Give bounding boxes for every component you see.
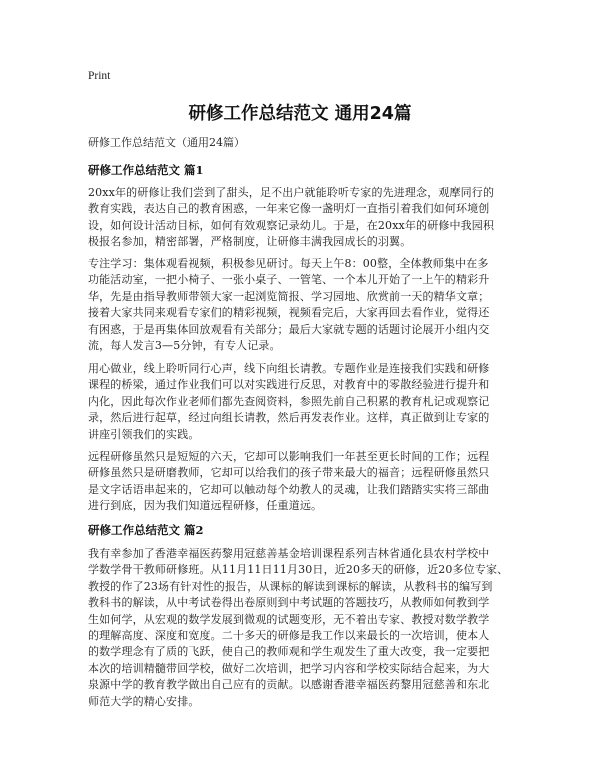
paragraph-line: 极报名参加，精密部署，严格制度，让研修丰满我园成长的羽翼。 bbox=[88, 235, 412, 249]
paragraph-line: 教育实践，表达自己的教育困惑，一年来它像一盏明灯一直指引着我们如何环境创 bbox=[88, 202, 490, 216]
paragraph-line: 教科书的解读，从中考试卷得出卷原则到中考试题的答题技巧，从教师如何教到学 bbox=[88, 596, 490, 610]
paragraph-line: 功能活动室，一把小椅子、一张小桌子、一管笔、一个本儿开始了一上午的精彩升 bbox=[88, 273, 490, 287]
paragraph-line: 课程的桥梁，通过作业我们可以对实践进行反思，对教育中的零散经验进行提升和 bbox=[88, 378, 490, 392]
paragraph-line: 师范大学的精心安排。 bbox=[88, 694, 200, 708]
paragraph-line: 讲座引领我们的实践。 bbox=[88, 427, 200, 441]
page-title: 研修工作总结范文 通用24篇 bbox=[188, 104, 412, 124]
paragraph-line: 设，如何设计活动目标，如何有效观察记录幼儿。于是，在20xx年的研修中我园积 bbox=[88, 218, 495, 232]
paragraph-line: 研修虽然只是研磨教师，它却可以给我们的孩子带来最大的福音；远程研修虽然只 bbox=[88, 466, 490, 480]
paragraph-line: 远程研修虽然只是短短的六天，它却可以影响我们一年甚至更长时间的工作；远程 bbox=[88, 450, 490, 463]
paragraph-line: 接着大家共同来观看专家们的精彩视频，视频看完后，大家再回去看作业，觉得还 bbox=[88, 306, 490, 320]
paragraph-line: 内化，因此每次作业老师们都先查阅资料，参照先前自己积累的教育札记或观察记 bbox=[88, 394, 490, 408]
section-heading-1: 研修工作总结范文 篇1 bbox=[88, 163, 204, 177]
paragraph-line: 本次的培训精髓带回学校，做好二次培训，把学习内容和学校实际结合起来，为大 bbox=[88, 661, 490, 675]
paragraph-line: 华，先是由指导教师带领大家一起浏览简报、学习园地、欣赏前一天的精华文章； bbox=[88, 289, 490, 303]
paragraph-line: 是文字话语串起来的，它却可以触动每个幼教人的灵魂，让我们踏踏实实将三部曲 bbox=[88, 482, 490, 496]
paragraph-1-3 bbox=[88, 361, 516, 443]
print-link[interactable]: Print bbox=[88, 70, 111, 82]
paragraph-line: 生如何学，从宏观的数学发展到微观的试题变形，无不着出专家、教授对数学教学 bbox=[88, 612, 490, 626]
document-subtitle: 研修工作总结范文（通用24篇） bbox=[88, 136, 245, 149]
paragraph-line: 用心做业，线上聆听同行心声，线下向组长请教。专题作业是连接我们实践和研修 bbox=[88, 362, 490, 375]
paragraph-line: 我有幸参加了香港幸福医药黎用冠慈善基金培训课程系列吉林省通化县农村学校中 bbox=[88, 547, 490, 560]
paragraph-line: 20xx年的研修让我们尝到了甜头，足不出户就能聆听专家的先进理念，观摩同行的 bbox=[88, 186, 495, 199]
paragraph-line: 泉源中学的教育教学做出自己应有的贡献。以感谢香港幸福医药黎用冠慈善和东北 bbox=[88, 678, 490, 692]
paragraph-line: 进行到底，因为我们知道远程研修，任重道远。 bbox=[88, 499, 323, 513]
paragraph-1-4 bbox=[88, 449, 516, 515]
paragraph-line: 的数学理念有了质的飞跃，使自己的教师观和学生观发生了重大改变，我一定要把 bbox=[88, 645, 490, 659]
paragraph-2-1 bbox=[88, 546, 516, 710]
paragraph-line: 流，每人发言3—5分钟，有专人记录。 bbox=[88, 339, 281, 353]
paragraph-1-1 bbox=[88, 185, 516, 251]
paragraph-1-2 bbox=[88, 256, 516, 354]
paragraph-line: 学数学骨干教师研修班。从11月11日11月30日，近20多天的研修，近20多位专家、 bbox=[88, 563, 509, 577]
paragraph-line: 的理解高度、深度和宽度。二十多天的研修是我工作以来最长的一次培训，使本人 bbox=[88, 629, 490, 643]
section-heading-2: 研修工作总结范文 篇2 bbox=[88, 523, 204, 537]
paragraph-line: 录，然后进行起草，经过向组长请教，然后再发表作业。这样，真正做到让专家的 bbox=[88, 411, 490, 425]
paragraph-line: 教授的作了23场有针对性的报告，从课标的解读到课标的解读，从教科书的编写到 bbox=[88, 579, 493, 593]
paragraph-line: 专注学习：集体观看视频，积极参见研讨。每天上午8：00整，全体教师集中在多 bbox=[88, 257, 489, 270]
paragraph-line: 有困惑，于是再集体回放观看有关部分；最后大家就专题的话题讨论展开小组内交 bbox=[88, 322, 490, 336]
